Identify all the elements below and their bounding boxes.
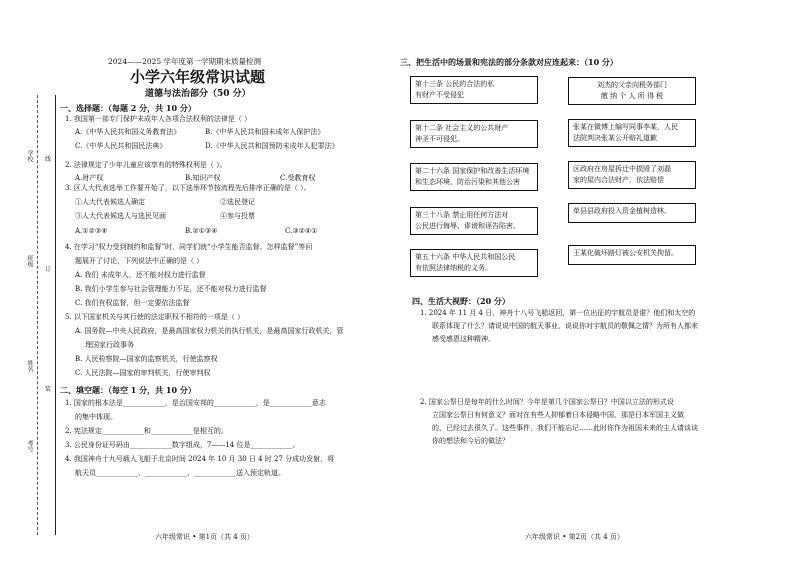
binding-label-id: 考号 [26, 440, 33, 452]
clause-box-13: 第十三条 公民的合法的私 有财产不受侵犯 [410, 76, 538, 104]
q4-option-a: A. 我们 未成年人，还不能对权力进行监督 [75, 271, 206, 279]
q5-stem: 5. 以下国家机关与其行使的法定职权不相符的一项是（ ） [65, 313, 245, 321]
q1-option-a: A.《中华人民共和国义务教育法》 [75, 128, 181, 136]
scene-box-demolition: 区政府在房屋拆迁中损毁了刘磊 家的屋内合法财产，依法赔偿 [568, 161, 696, 189]
footer-right: 六年级常识 • 第2页（共 4 页） [525, 533, 624, 541]
q1-stem: 1. 我国第一部专门保护未成年人各项合法权利的法律是（ ） [65, 115, 252, 123]
binding-margin-line [55, 95, 56, 535]
fill-line-3: 2. 宪法规定____________和____________是相互的。 [65, 427, 228, 435]
q2-option-c: C.受教育权 [280, 174, 316, 182]
binding-mark-zhuang: 装 [45, 386, 52, 393]
q4-option-c: C. 我们有权监督，但一定要依法监督 [75, 299, 190, 307]
q3-step-2: ②选民登记 [220, 198, 255, 206]
scene-box-trees: 单县县政府投入资金植树造林。 [568, 203, 696, 223]
q5-option-c: C. 人民法院—国家的审判机关，行使审判权 [75, 369, 211, 377]
q3-option-b: B.②①③④ [185, 227, 218, 235]
q3-option-c: C.③②④① [285, 227, 318, 235]
scene-box-slander: 张某在微博上编写同事李某，人民 法院判决张某公开赔礼道歉 [568, 119, 696, 147]
scene-box-streetlight: 王某化破坏路灯被公安机关拘留。 [568, 245, 696, 265]
q4-1-line-3: 感受感恩这种精神。 [432, 335, 495, 343]
binding-dash-line [37, 95, 38, 535]
page-subtitle: 道德与法治部分（50 分） [145, 89, 251, 99]
clause-box-26: 第二十六条 国家保护和改善生活环境 和生态环境，防治污染和其他公害 [410, 163, 538, 191]
footer-left: 六年级常识 • 第1页（共 4 页） [155, 533, 254, 541]
binding-label-name: 姓名 [26, 360, 33, 372]
q4-stem: 4. 在学习“权力受到制约和监督”时，同学们就“小学生能否监督、怎样监督”等问 [65, 243, 313, 251]
fill-line-2: 的集中体现。 [75, 413, 117, 421]
q3-step-1: ①人大代表候选人确定 [75, 198, 145, 206]
q2-option-a: A.财产权 [75, 174, 104, 182]
section4-heading: 四、生活大视野：（20 分） [412, 296, 510, 306]
scene-box-tax: 刘杰的父亲向税务部门 缴 纳 个 人 所 得 税 [568, 77, 696, 105]
q5-option-a-cont: 理国家行政事务 [85, 341, 134, 349]
q4-1-line-2: 联系体现了什么？请说说中国的航天事业，说说你对宇航员的敬佩之情？为所有人都来 [432, 322, 698, 330]
q4-option-b: B. 我们小学生参与社会管理能力不足，还不能对权力进行监督 [75, 285, 267, 293]
q4-1-line-1: 1. 2024 年 11 月 4 日，神舟十八号飞船返回，第一位出征的宇航员是谁？他们和太空的 [420, 309, 696, 317]
section1-heading: 一、选择题：（每题 2 分，共 10 分） [60, 103, 196, 113]
q4-2-line-4: 你的想法和今后的做法？ [432, 437, 509, 445]
q5-option-a: A. 国务院—中央人民政府，是最高国家权力机关的执行机关，是最高国家行政机关，管 [75, 327, 344, 335]
q4-stem-cont: 题展开了讨论，下列说法中正确的是（ ） [75, 257, 204, 265]
q3-stem: 3. 区人大代表选举工作要开始了，以下选举环节按流程先后排序正确的是（ ）。 [65, 184, 311, 192]
fill-line-5: 4. 我国神舟十九号载人飞船于北京时间 2024 年 10 月 30 日 4 时 27 分成功发射，将 [65, 455, 335, 463]
q4-2-line-1: 2. 国家公祭日是每年的什么时间？今年是第几个国家公祭日？中国以立法的形式设 [420, 398, 674, 406]
page-title: 小学六年级常识试题 [130, 68, 266, 86]
q4-2-line-2: 立国家公祭日有何意义？面对在有些人抑郁着日本侵略中国，那是日本军国主义做 [432, 411, 684, 419]
binding-mark-ding: 订 [45, 266, 52, 273]
clause-box-12: 第十二条 社会主义的公共财产 神圣不可侵犯。 [410, 120, 538, 148]
binding-mark-line: 线 [45, 156, 52, 163]
section3-heading: 三、把生活中的场景和宪法的部分条款对应连起来：（10 分） [400, 57, 618, 67]
exam-line: 2024——2025 学年度第一学期期末质量检测 [108, 57, 262, 66]
section2-heading: 二、填空题：（每空 1 分，共 10 分） [60, 385, 196, 395]
q1-option-b: B.《中华人民共和国未成年人保护法》 [205, 128, 325, 136]
binding-label-class: 班级 [26, 255, 33, 267]
q3-step-4: ④参与投票 [220, 212, 255, 220]
q3-step-3: ③人大代表候选人与选民见面 [75, 212, 166, 220]
q2-option-b: B.知识产权 [185, 174, 221, 182]
clause-box-38: 第三十八条 禁止用任何方法对 公民进行侮辱、诽谤和诬告陷害。 [410, 207, 538, 235]
q1-option-c: C.《中华人民共和国民法典》 [75, 142, 167, 150]
q2-stem: 2. 法律规定了少年儿童应该享有的特殊权利是（ ）。 [65, 161, 227, 169]
q3-option-a: A.①②③④ [75, 227, 108, 235]
q4-2-line-3: 的，已经过去很久了。这些事件，我们不能忘记……此时你作为祖国未来的主人请谈谈 [432, 424, 698, 432]
fill-line-6: 航天员____________、____________、____________送入预定轨道。 [75, 469, 285, 477]
clause-box-56: 第五十六条 中华人民共和国公民 有依照法律纳税的义务。 [410, 249, 538, 277]
q5-option-b: B. 人民检察院—国家的监察机关，行使监察权 [75, 355, 218, 363]
q1-option-d: D.《中华人民共和国预防未成年人犯罪法》 [205, 142, 339, 150]
binding-label-school: 学校 [26, 150, 33, 162]
fill-line-1: 1. 国家的根本法是____________，是治国安邦的____________，是____________意志 [65, 399, 326, 407]
fill-line-4: 3. 公民身份证号码由____________数字组成，7——14 位是____________。 [65, 441, 300, 449]
